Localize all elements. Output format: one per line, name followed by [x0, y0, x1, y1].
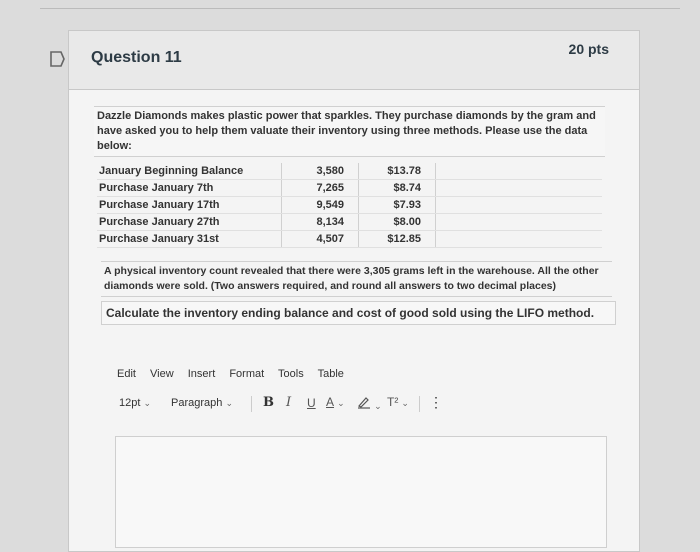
chevron-down-icon: ⌄ [374, 401, 382, 411]
menu-view[interactable]: View [150, 368, 174, 380]
toolbar-divider [251, 396, 252, 412]
highlight-button[interactable] [357, 395, 382, 412]
table-cell-price: $12.85 [359, 231, 436, 248]
font-size-select[interactable] [119, 397, 151, 409]
table-cell-qty: 8,134 [282, 214, 359, 231]
toolbar-divider [419, 396, 420, 412]
table-cell-price: $8.74 [359, 180, 436, 197]
flag-question-icon[interactable] [48, 50, 66, 68]
menu-tools[interactable]: Tools [278, 368, 304, 380]
more-options-icon[interactable]: ⋮ [429, 394, 443, 410]
question-card [68, 30, 640, 552]
editor-toolbar [119, 393, 619, 417]
menu-edit[interactable]: Edit [117, 368, 136, 380]
italic-button[interactable]: I [286, 395, 292, 410]
table-cell-empty [436, 197, 603, 214]
table-cell-qty: 7,265 [282, 180, 359, 197]
table-cell-empty [436, 163, 603, 180]
table-cell-price: $8.00 [359, 214, 436, 231]
table-row [97, 197, 602, 214]
table-cell-qty: 4,507 [282, 231, 359, 248]
table-cell-empty [436, 180, 603, 197]
chevron-down-icon: ⌄ [225, 398, 233, 408]
font-color-label: A [326, 395, 335, 409]
table-cell-label: Purchase January 17th [97, 197, 282, 214]
table-cell-qty: 9,549 [282, 197, 359, 214]
superscript-label: T² [387, 395, 399, 409]
menu-insert[interactable]: Insert [187, 368, 216, 380]
table-row [97, 180, 602, 197]
table-row [97, 163, 602, 180]
table-cell-qty: 3,580 [282, 163, 359, 180]
editor-menubar [117, 368, 355, 380]
question-points: 20 pts [568, 41, 609, 57]
table-cell-label: January Beginning Balance [97, 163, 282, 180]
chevron-down-icon: ⌄ [401, 398, 409, 408]
calculation-prompt: Calculate the inventory ending balance and cost of good sold using the LIFO method. [101, 301, 616, 325]
inventory-table [97, 163, 602, 248]
chevron-down-icon: ⌄ [143, 398, 152, 408]
question-intro: Dazzle Diamonds makes plastic power that sparkles. They purchase diamonds by the gram and have asked you to help them valuate their inventory using three methods. Please use the data below: [94, 106, 605, 157]
table-cell-price: $13.78 [359, 163, 436, 180]
table-cell-empty [436, 214, 603, 231]
highlight-pen-icon [357, 395, 371, 409]
question-title: Question 11 [91, 49, 182, 66]
question-header [69, 31, 639, 90]
top-divider [40, 8, 680, 9]
table-cell-price: $7.93 [359, 197, 436, 214]
font-size-value: 12pt [119, 397, 141, 409]
menu-format[interactable]: Format [229, 368, 265, 380]
bold-button[interactable]: B [263, 395, 274, 410]
physical-count-note: A physical inventory count revealed that there were 3,305 grams left in the warehouse. All the other diamonds were sold. (Two answers required, and round all answers to two decimal places) [101, 261, 612, 297]
table-cell-label: Purchase January 31st [97, 231, 282, 248]
font-color-button[interactable] [326, 395, 345, 409]
table-row [97, 214, 602, 231]
paragraph-value: Paragraph [171, 397, 223, 409]
superscript-button[interactable] [387, 395, 409, 409]
answer-editor[interactable] [115, 436, 607, 548]
menu-table[interactable]: Table [317, 368, 344, 380]
table-cell-label: Purchase January 7th [97, 180, 282, 197]
paragraph-select[interactable] [171, 397, 233, 409]
underline-button[interactable]: U [307, 396, 316, 410]
table-cell-empty [436, 231, 603, 248]
chevron-down-icon: ⌄ [337, 398, 345, 408]
table-row [97, 231, 602, 248]
table-cell-label: Purchase January 27th [97, 214, 282, 231]
